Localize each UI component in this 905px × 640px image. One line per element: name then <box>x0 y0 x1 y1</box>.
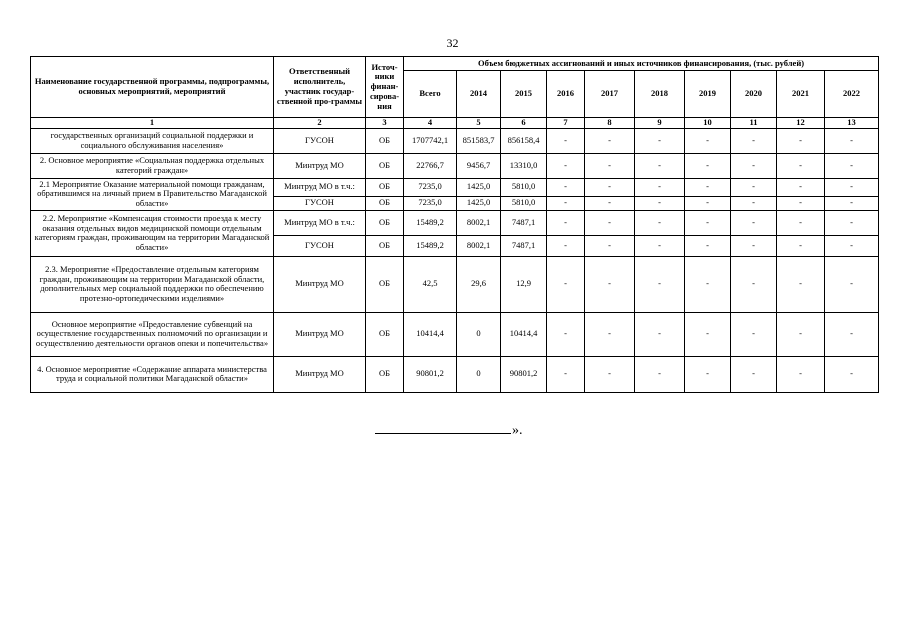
header-year: 2017 <box>585 71 635 118</box>
row-total: 7235,0 <box>404 178 457 196</box>
row-total: 1707742,1 <box>404 128 457 153</box>
row-2016: - <box>547 153 585 178</box>
row-2019: - <box>685 153 731 178</box>
row-2015: 5810,0 <box>501 178 547 196</box>
row-2020: - <box>731 153 777 178</box>
row-2015: 10414,4 <box>501 312 547 356</box>
row-2019: - <box>685 128 731 153</box>
row-2017: - <box>585 128 635 153</box>
header-source: Источ-ники финан-сирова-ния <box>366 57 404 118</box>
column-number: 3 <box>366 118 404 129</box>
row-2014: 9456,7 <box>457 153 501 178</box>
row-2016: - <box>547 196 585 210</box>
row-2018: - <box>635 312 685 356</box>
column-number: 6 <box>501 118 547 129</box>
row-2021: - <box>777 356 825 392</box>
column-number: 12 <box>777 118 825 129</box>
row-2015: 5810,0 <box>501 196 547 210</box>
row-2022: - <box>825 128 879 153</box>
row-2014: 0 <box>457 312 501 356</box>
row-name: 4. Основное мероприятие «Содержание аппарата министерства труда и социальной политики Магаданской области» <box>31 356 274 392</box>
column-number: 1 <box>31 118 274 129</box>
row-total: 90801,2 <box>404 356 457 392</box>
row-2017: - <box>585 235 635 256</box>
row-2017: - <box>585 153 635 178</box>
row-source: ОБ <box>366 178 404 196</box>
row-2021: - <box>777 312 825 356</box>
row-2020: - <box>731 312 777 356</box>
column-number: 7 <box>547 118 585 129</box>
row-executor: Минтруд МО <box>274 153 366 178</box>
table-row <box>31 128 879 153</box>
row-2019: - <box>685 356 731 392</box>
row-2018: - <box>635 153 685 178</box>
row-2021: - <box>777 128 825 153</box>
header-year: 2020 <box>731 71 777 118</box>
row-2017: - <box>585 178 635 196</box>
header-total: Всего <box>404 71 457 118</box>
row-2022: - <box>825 196 879 210</box>
header-year: 2016 <box>547 71 585 118</box>
column-numbers-row <box>31 118 879 129</box>
row-2015: 13310,0 <box>501 153 547 178</box>
row-2014: 1425,0 <box>457 178 501 196</box>
row-2022: - <box>825 210 879 235</box>
column-number: 9 <box>635 118 685 129</box>
row-2020: - <box>731 235 777 256</box>
row-2017: - <box>585 356 635 392</box>
signature-line <box>375 433 511 434</box>
row-source: ОБ <box>366 153 404 178</box>
row-2018: - <box>635 356 685 392</box>
header-year: 2014 <box>457 71 501 118</box>
row-2020: - <box>731 178 777 196</box>
header-funding: Объем бюджетных ассигнований и иных источников финансирования, (тыс. рублей) <box>404 57 879 71</box>
row-2016: - <box>547 178 585 196</box>
table-row <box>31 356 879 392</box>
row-2018: - <box>635 235 685 256</box>
row-2018: - <box>635 196 685 210</box>
row-executor: Минтруд МО <box>274 356 366 392</box>
header-year: 2022 <box>825 71 879 118</box>
row-2021: - <box>777 235 825 256</box>
row-2022: - <box>825 356 879 392</box>
row-total: 15489,2 <box>404 210 457 235</box>
row-total: 22766,7 <box>404 153 457 178</box>
row-name: 2.2. Мероприятие «Компенсация стоимости проезда к месту оказания отдельных видов медицинской помощи отдельным категориям граждан, проживающим на территории Магаданской области» <box>31 210 274 256</box>
row-2020: - <box>731 196 777 210</box>
row-2022: - <box>825 153 879 178</box>
funding-table <box>30 56 879 393</box>
row-2017: - <box>585 256 635 312</box>
row-total: 7235,0 <box>404 196 457 210</box>
row-2014: 29,6 <box>457 256 501 312</box>
row-2018: - <box>635 128 685 153</box>
row-name: Основное мероприятие «Предоставление субвенций на осуществление государственных полномочий по организации и осуществлению деятельности органов опеки и попечительства» <box>31 312 274 356</box>
row-source: ОБ <box>366 210 404 235</box>
page-number: 32 <box>446 36 459 50</box>
row-2015: 12,9 <box>501 256 547 312</box>
row-total: 10414,4 <box>404 312 457 356</box>
header-executor: Ответственный исполнитель, участник государ-ственной про-граммы <box>274 57 366 118</box>
row-executor: ГУСОН <box>274 196 366 210</box>
row-total: 42,5 <box>404 256 457 312</box>
row-2014: 8002,1 <box>457 235 501 256</box>
row-2022: - <box>825 256 879 312</box>
row-name: 2.1 Мероприятие Оказание материальной помощи гражданам, обратившимся на личный прием в Правительство Магаданской области» <box>31 178 274 210</box>
row-2021: - <box>777 153 825 178</box>
row-source: ОБ <box>366 256 404 312</box>
row-2016: - <box>547 128 585 153</box>
row-2016: - <box>547 210 585 235</box>
row-2017: - <box>585 210 635 235</box>
row-2020: - <box>731 256 777 312</box>
header-year: 2018 <box>635 71 685 118</box>
column-number: 13 <box>825 118 879 129</box>
row-2019: - <box>685 210 731 235</box>
row-2016: - <box>547 256 585 312</box>
row-2022: - <box>825 235 879 256</box>
row-source: ОБ <box>366 312 404 356</box>
row-2015: 7487,1 <box>501 210 547 235</box>
table-row <box>31 210 879 235</box>
row-2017: - <box>585 312 635 356</box>
row-2019: - <box>685 196 731 210</box>
row-name: 2.3. Мероприятие «Предоставление отдельным категориям граждан, проживающим на территории Магаданской области, дополнительных мер социальной поддержки по обеспечению протезно-ортопедическими изделиями» <box>31 256 274 312</box>
row-2022: - <box>825 178 879 196</box>
header-name: Наименование государственной программы, подпрограммы, основных мероприятий, мероприятий <box>31 57 274 118</box>
row-2019: - <box>685 178 731 196</box>
row-2014: 1425,0 <box>457 196 501 210</box>
row-executor: Минтруд МО <box>274 312 366 356</box>
row-2019: - <box>685 256 731 312</box>
column-number: 10 <box>685 118 731 129</box>
row-2021: - <box>777 256 825 312</box>
row-2014: 8002,1 <box>457 210 501 235</box>
header-year: 2019 <box>685 71 731 118</box>
row-executor: ГУСОН <box>274 128 366 153</box>
row-2015: 7487,1 <box>501 235 547 256</box>
column-number: 11 <box>731 118 777 129</box>
row-2014: 851583,7 <box>457 128 501 153</box>
row-source: ОБ <box>366 356 404 392</box>
row-2015: 90801,2 <box>501 356 547 392</box>
row-source: ОБ <box>366 128 404 153</box>
table-row <box>31 178 879 196</box>
row-executor: Минтруд МО в т.ч.: <box>274 210 366 235</box>
header-year: 2015 <box>501 71 547 118</box>
row-2018: - <box>635 256 685 312</box>
row-2016: - <box>547 356 585 392</box>
row-2018: - <box>635 178 685 196</box>
header-year: 2021 <box>777 71 825 118</box>
table-row <box>31 312 879 356</box>
row-2020: - <box>731 210 777 235</box>
table-row <box>31 153 879 178</box>
row-2020: - <box>731 128 777 153</box>
closing-quote-mark: ». <box>512 423 523 438</box>
row-2020: - <box>731 356 777 392</box>
row-executor: Минтруд МО в т.ч.: <box>274 178 366 196</box>
row-name: государственных организаций социальной поддержки и социального обслуживания населения» <box>31 128 274 153</box>
row-2021: - <box>777 196 825 210</box>
row-source: ОБ <box>366 235 404 256</box>
row-2014: 0 <box>457 356 501 392</box>
column-number: 5 <box>457 118 501 129</box>
row-2021: - <box>777 178 825 196</box>
row-2016: - <box>547 235 585 256</box>
row-2015: 856158,4 <box>501 128 547 153</box>
row-executor: ГУСОН <box>274 235 366 256</box>
row-2019: - <box>685 235 731 256</box>
row-2019: - <box>685 312 731 356</box>
column-number: 8 <box>585 118 635 129</box>
row-2017: - <box>585 196 635 210</box>
column-number: 4 <box>404 118 457 129</box>
row-2016: - <box>547 312 585 356</box>
row-name: 2. Основное мероприятие «Социальная поддержка отдельных категорий граждан» <box>31 153 274 178</box>
column-number: 2 <box>274 118 366 129</box>
row-2021: - <box>777 210 825 235</box>
row-total: 15489,2 <box>404 235 457 256</box>
row-source: ОБ <box>366 196 404 210</box>
row-2018: - <box>635 210 685 235</box>
table-row <box>31 256 879 312</box>
row-executor: Минтруд МО <box>274 256 366 312</box>
row-2022: - <box>825 312 879 356</box>
